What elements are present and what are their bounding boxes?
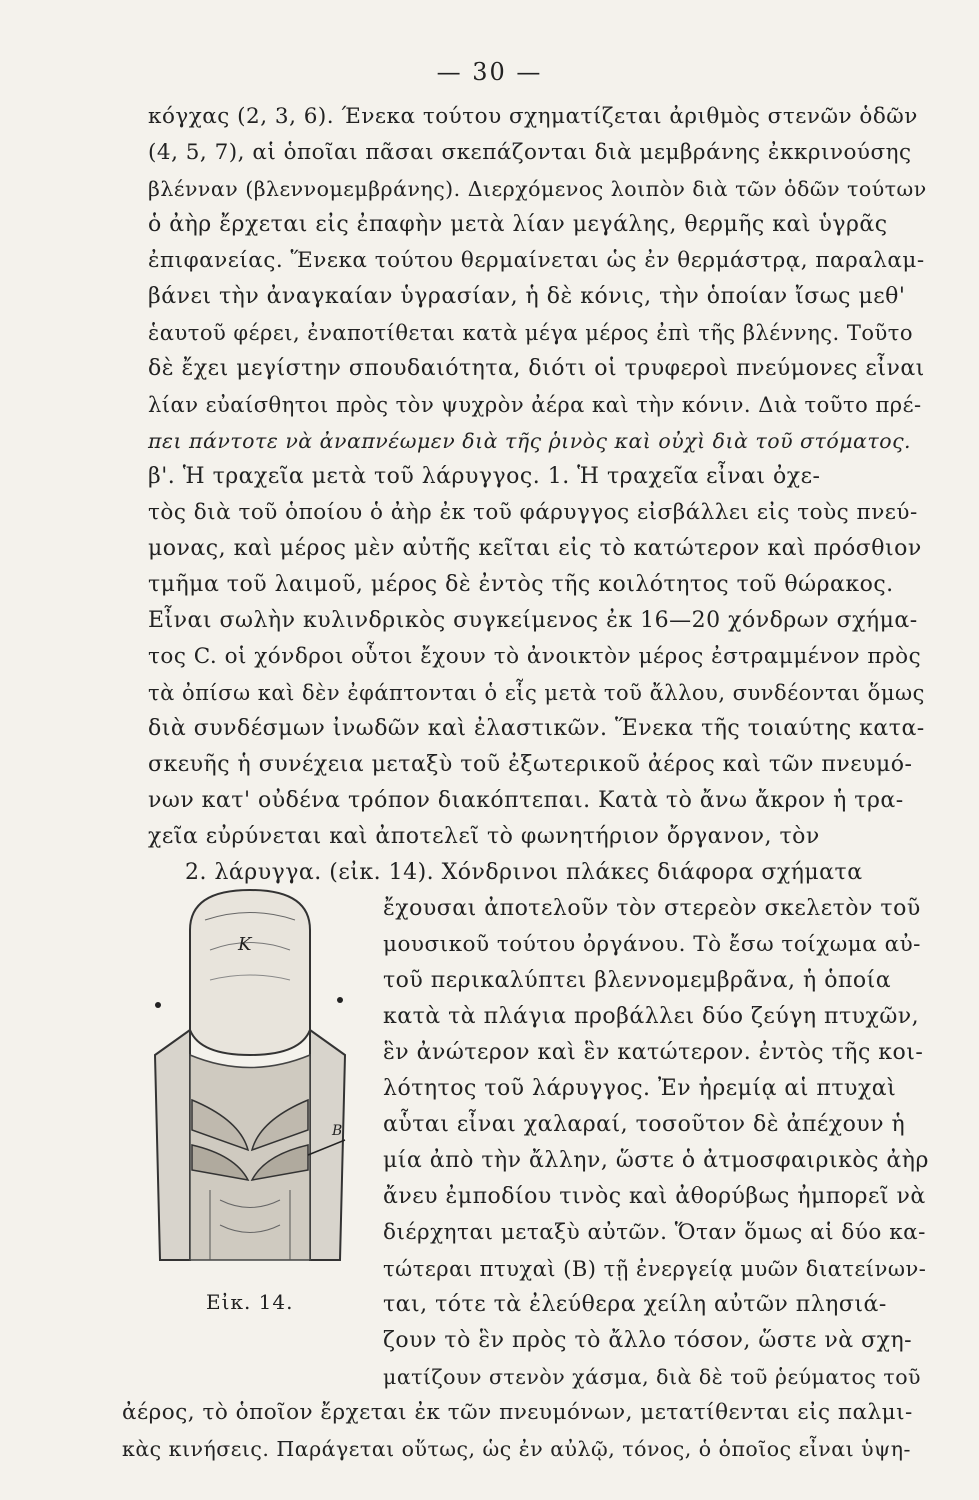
page-number: — 30 —: [436, 58, 543, 86]
figure-label-b: B: [332, 1123, 343, 1139]
section-heading-line: β'. Ἡ τραχεῖα μετὰ τοῦ λάρυγγος. 1. Ἡ τραχεῖα εἶναι ὀχε-: [148, 464, 821, 489]
figure-caption: Εἰκ. 14.: [206, 1290, 294, 1314]
text-line: ἄνευ ἐμποδίου τινὸς καὶ ἀθορύβως ἠμπορεῖ νὰ: [383, 1184, 926, 1209]
text-line: βλένναν (βλεννομεμβράνης). Διερχόμενος λοιπὸν διὰ τῶν ὁδῶν τούτων: [148, 177, 927, 201]
text-line: κατὰ τὰ πλάγια προβάλλει δύο ζεύγη πτυχῶν,: [383, 1004, 920, 1029]
text-line: λότητος τοῦ λάρυγγος. Ἐν ἠρεμίᾳ αἱ πτυχαὶ: [383, 1076, 897, 1101]
text-line: ματίζουν στενὸν χάσμα, διὰ δὲ τοῦ ῥεύματος τοῦ: [383, 1365, 922, 1389]
text-line: (4, 5, 7), αἱ ὁποῖαι πᾶσαι σκεπάζονται διὰ μεμβράνης ἐκκρινούσης: [148, 140, 912, 165]
text-line: τοῦ περικαλύπτει βλεννομεμβρᾶνα, ἡ ὁποία: [383, 968, 892, 993]
text-line: ἐπιφανείας. Ἕνεκα τούτου θερμαίνεται ὡς ἐν θερμάστρᾳ, παραλαμ-: [148, 248, 925, 273]
text-line: κόγχας (2, 3, 6). Ένεκα τούτου σχηματίζεται ἀριθμὸς στενῶν ὁδῶν: [148, 104, 918, 129]
text-line: ἀέρος, τὸ ὁποῖον ἔρχεται ἐκ τῶν πνευμόνων, μετατίθενται εἰς παλμι-: [122, 1400, 913, 1425]
text-line: αὗται εἶναι χαλαραί, τοσοῦτον δὲ ἀπέχουν ἡ: [383, 1112, 906, 1137]
text-line: ἓν ἀνώτερον καὶ ἓν κατώτερον. ἐντὸς τῆς κοι-: [383, 1040, 924, 1065]
text-line: μία ἀπὸ τὴν ἄλλην, ὥστε ὁ ἀτμοσφαιρικὸς ἀὴρ: [383, 1148, 929, 1173]
larynx-illustration: [150, 880, 350, 1270]
text-line: πει πάντοτε νὰ ἀναπνέωμεν διὰ τῆς ῥινὸς καὶ οὐχὶ διὰ τοῦ στόματος.: [148, 429, 912, 453]
text-line: τμῆμα τοῦ λαιμοῦ, μέρος δὲ ἐντὸς τῆς κοιλότητος τοῦ θώρακος.: [148, 572, 894, 597]
text-line: ὁ ἀὴρ ἔρχεται εἰς ἐπαφὴν μετὰ λίαν μεγάλης, θερμῆς καὶ ὑγρᾶς: [148, 212, 888, 237]
text-line: ἔχουσαι ἀποτελοῦν τὸν στερεὸν σκελετὸν τοῦ: [383, 896, 921, 921]
text-line: ζουν τὸ ἓν πρὸς τὸ ἄλλο τόσον, ὥστε νὰ σχη-: [383, 1328, 913, 1353]
epiglottis-shape: [190, 890, 310, 1055]
larynx-drawing: [150, 880, 350, 1270]
text-line: βάνει τὴν ἀναγκαίαν ὑγρασίαν, ἡ δὲ κόνις, τὴν ὁποίαν ἴσως μεθ': [148, 284, 906, 309]
figure-label-k: K: [238, 934, 252, 955]
text-line: τὰ ὀπίσω καὶ δὲν ἐφάπτονται ὁ εἷς μετὰ τοῦ ἄλλου, συνδέονται ὅμως: [148, 681, 925, 705]
right-wall-shape: [310, 1030, 345, 1260]
text-line: μουσικοῦ τούτου ὀργάνου. Τὸ ἔσω τοίχωμα αὐ-: [383, 932, 921, 957]
text-line: μονας, καὶ μέρος μὲν αὐτῆς κεῖται εἰς τὸ κατώτερον καὶ πρόσθιον: [148, 536, 922, 561]
left-wall-shape: [155, 1030, 190, 1260]
text-line: τώτεραι πτυχαὶ (B) τῇ ἐνεργείᾳ μυῶν διατείνων-: [383, 1257, 927, 1281]
text-line: Εἶναι σωλὴν κυλινδρικὸς συγκείμενος ἐκ 16—20 χόνδρων σχήμα-: [148, 608, 918, 633]
text-line: διὰ συνδέσμων ἰνωδῶν καὶ ἐλαστικῶν. Ἕνεκα τῆς τοιαύτης κατα-: [148, 716, 925, 741]
text-line: ται, τότε τὰ ἐλεύθερα χείλη αὐτῶν πλησιά-: [383, 1292, 887, 1317]
text-line: 2. λάρυγγα. (εἰκ. 14). Χόνδρινοι πλάκες διάφορα σχήματα: [185, 860, 863, 885]
text-line: ἑαυτοῦ φέρει, ἐναποτίθεται κατὰ μέγα μέρος ἐπὶ τῆς βλέννης. Τοῦτο: [148, 321, 914, 345]
text-line: κὰς κινήσεις. Παράγεται οὕτως, ὡς ἐν αὐλῷ, τόνος, ὁ ὁποῖος εἶναι ὑψη-: [122, 1437, 911, 1461]
text-line: λίαν εὐαίσθητοι πρὸς τὸν ψυχρὸν ἀέρα καὶ τὴν κόνιν. Διὰ τοῦτο πρέ-: [148, 393, 922, 417]
text-line: δὲ ἔχει μεγίστην σπουδαιότητα, διότι οἱ τρυφεροὶ πνεύμονες εἶναι: [148, 356, 925, 381]
text-line: τος C. οἱ χόνδροι οὗτοι ἔχουν τὸ ἀνοικτὸν μέρος ἐστραμμένον πρὸς: [148, 644, 922, 669]
text-line: νων κατ' οὐδένα τρόπον διακόπτεπαι. Κατὰ τὸ ἄνω ἄκρον ἡ τρα-: [148, 788, 904, 813]
text-line: διέρχηται μεταξὺ αὐτῶν. Ὅταν ὅμως αἱ δύο κα-: [383, 1220, 926, 1245]
text-line: σκευῆς ἡ συνέχεια μεταξὺ τοῦ ἐξωτερικοῦ ἀέρος καὶ τῶν πνευμό-: [148, 752, 913, 777]
text-line: χεῖα εὐρύνεται καὶ ἀποτελεῖ τὸ φωνητήριον ὄργανον, τὸν: [148, 824, 820, 849]
text-line: τὸς διὰ τοῦ ὁποίου ὁ ἀὴρ ἐκ τοῦ φάρυγγος εἰσβάλλει εἰς τοὺς πνεύ-: [148, 500, 918, 525]
